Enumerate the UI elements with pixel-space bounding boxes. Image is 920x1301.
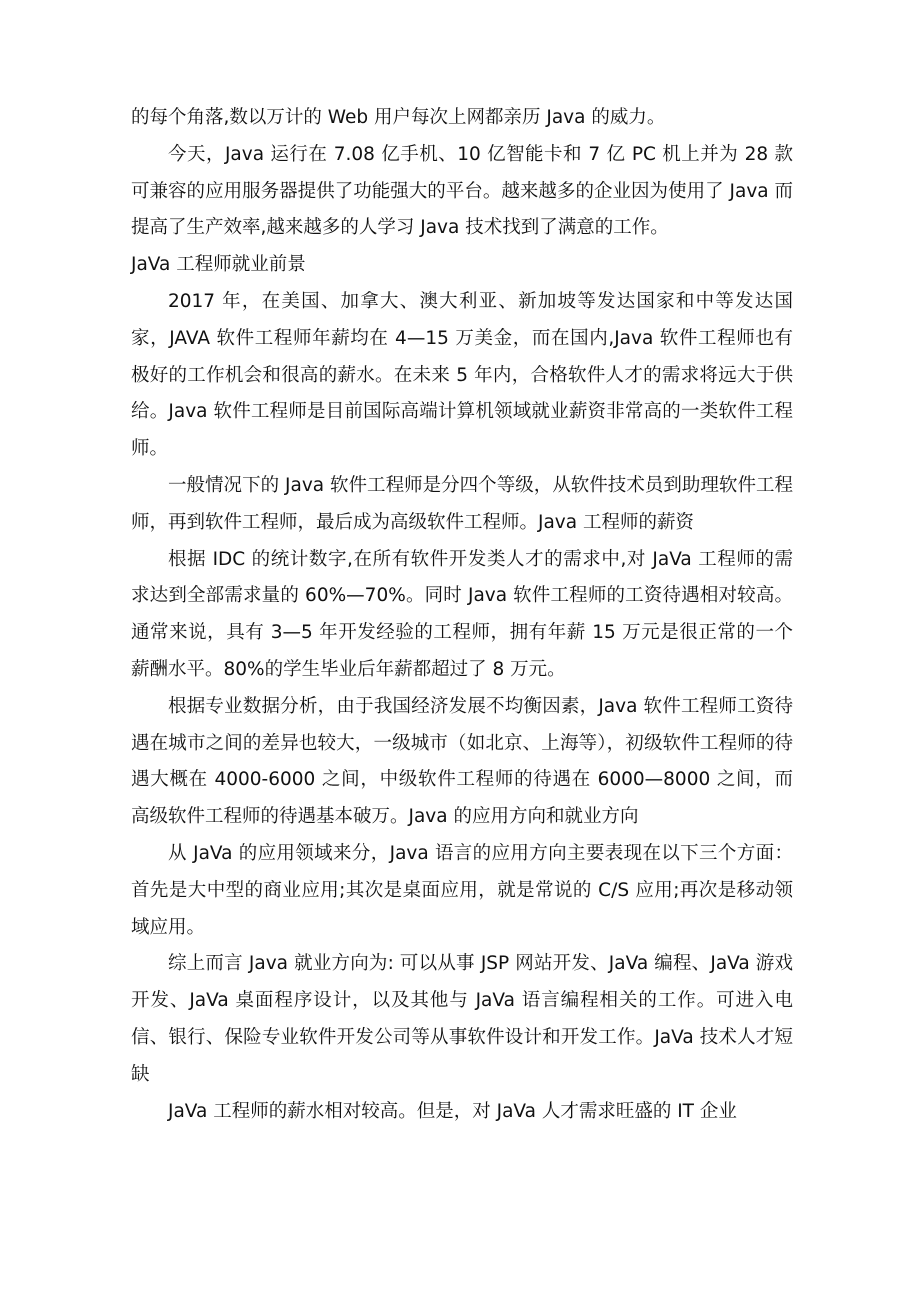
paragraph-city-salary: 根据专业数据分析，由于我国经济发展不均衡因素，Java 软件工程师工资待遇在城市之间的差异也较大，一级城市（如北京、上海等），初级软件工程师的待遇大概在 4000-6000 之间，中级软件工程师的待遇在 6000—8000 之间，而高级软件工程师的待遇基本破万。Java 的应用方向和就业方向 (131, 695, 793, 828)
paragraph-continuation: 的每个角落,数以万计的 Web 用户每次上网都亲历 Java 的威力。 (131, 107, 666, 128)
document-body (131, 100, 793, 1130)
section-heading-employment-prospects: JaVa 工程师就业前景 (131, 254, 306, 276)
paragraph-engineer-levels: 一般情况下的 Java 软件工程师是分四个等级，从软件技术员到助理软件工程师，再到软件工程师，最后成为高级软件工程师。Java 工程师的薪资 (131, 474, 793, 533)
paragraph-idc-statistics: 根据 IDC 的统计数字,在所有软件开发类人才的需求中,对 JaVa 工程师的需求达到全部需求量的 60%—70%。同时 Java 软件工程师的工资待遇相对较高。通常来说，具有 3—5 年开发经验的工程师，拥有年薪 15 万元是很正常的一个薪酬水平。80%的学生毕业后年薪都超过了 8 万元。 (131, 548, 793, 680)
paragraph-java-platform: 今天，Java 运行在 7.08 亿手机、10 亿智能卡和 7 亿 PC 机上并为 28 款可兼容的应用服务器提供了功能强大的平台。越来越多的企业因为使用了 Java 而提高了生产效率,越来越多的人学习 Java 技术找到了满意的工作。 (131, 143, 793, 239)
paragraph-career-directions: 综上而言 Java 就业方向为: 可以从事 JSP 网站开发、JaVa 编程、JaVa 游戏开发、JaVa 桌面程序设计，以及其他与 JaVa 语言编程相关的工作。可进入电信、银行、保险专业软件开发公司等从事软件设计和开发工作。JaVa 技术人才短缺 (131, 953, 793, 1085)
paragraph-talent-demand: JaVa 工程师的薪水相对较高。但是，对 JaVa 人才需求旺盛的 IT 企业 (168, 1100, 737, 1122)
paragraph-application-fields: 从 JaVa 的应用领域来分，Java 语言的应用方向主要表现在以下三个方面：首先是大中型的商业应用;其次是桌面应用，就是常说的 C/S 应用;再次是移动领域应用。 (131, 842, 793, 938)
paragraph-salary-international: 2017 年，在美国、加拿大、澳大利亚、新加坡等发达国家和中等发达国家，JAVA 软件工程师年薪均在 4—15 万美金，而在国内,Java 软件工程师也有极好的工作机会和很高的薪水。在未来 5 年内，合格软件人才的需求将远大于供给。Java 软件工程师是目前国际高端计算机领域就业薪资非常高的一类软件工程师。 (131, 290, 793, 460)
